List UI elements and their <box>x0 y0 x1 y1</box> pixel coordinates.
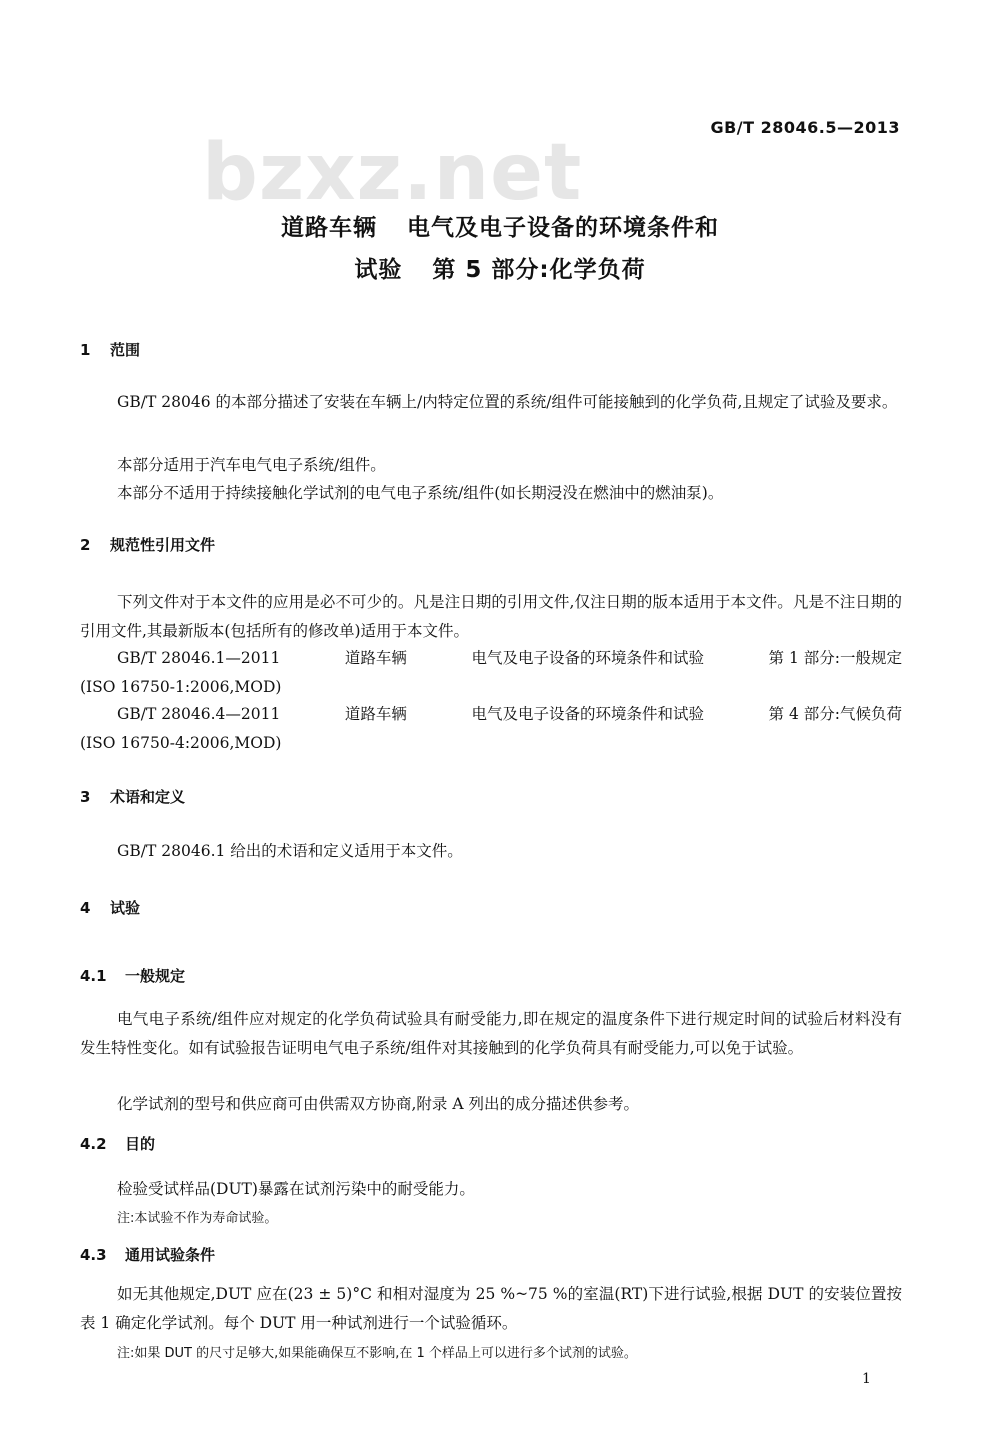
section-title: 规范性引用文件 <box>110 536 216 554</box>
standard-number: GB/T 28046.5—2013 <box>710 118 900 137</box>
section-4-3-heading <box>80 1244 215 1265</box>
reference-name: 道路车辆 <box>344 705 407 723</box>
note: 注:如果 DUT 的尺寸足够大,如果能确保互不影响,在 1 个样品上可以进行多个试剂的试验。 <box>117 1346 637 1361</box>
section-title: 目的 <box>125 1135 156 1153</box>
section-2-paragraph-1: 下列文件对于本文件的应用是必不可少的。凡是注日期的引用文件,仅注日期的版本适用于本文件。凡是不注日期的引用文件,其最新版本(包括所有的修改单)适用于本文件。 <box>80 593 902 640</box>
document-title-line2 <box>0 251 1000 284</box>
section-1-heading <box>80 339 140 360</box>
section-number: 4.1 <box>80 967 107 985</box>
reference-part: 第 4 部分:气候负荷 <box>768 705 902 723</box>
section-number: 4 <box>80 899 91 917</box>
section-number: 4.3 <box>80 1246 107 1264</box>
section-title: 通用试验条件 <box>125 1246 216 1264</box>
watermark: bzxz.net <box>202 128 583 218</box>
section-4-3-paragraph-1: 如无其他规定,DUT 应在(23 ± 5)°C 和相对湿度为 25 %~75 %的室温(RT)下进行试验,根据 DUT 的安装位置按表 1 确定化学试剂。每个 DUT 用一种试剂进行一个试验循环。 <box>80 1285 902 1332</box>
section-2-heading <box>80 534 215 555</box>
title-part-d: 第 5 部分:化学负荷 <box>432 257 646 283</box>
section-1-paragraph-2: 本部分适用于汽车电气电子系统/组件。 <box>117 456 386 474</box>
section-1-paragraph-1: GB/T 28046 的本部分描述了安装在车辆上/内特定位置的系统/组件可能接触到的化学负荷,且规定了试验及要求。 <box>117 393 898 411</box>
section-title: 范围 <box>110 341 141 359</box>
section-number: 2 <box>80 536 91 554</box>
section-title: 术语和定义 <box>110 788 186 806</box>
reference-part: 第 1 部分:一般规定 <box>768 649 902 667</box>
reference-code: GB/T 28046.1—2011 <box>117 649 281 667</box>
reference-name: 道路车辆 <box>344 649 407 667</box>
section-4-1-heading <box>80 965 185 986</box>
title-part-a: 道路车辆 <box>281 215 377 241</box>
section-1-paragraph-3: 本部分不适用于持续接触化学试剂的电气电子系统/组件(如长期浸没在燃油中的燃油泵)。 <box>117 484 724 502</box>
reference-iso: (ISO 16750-4:2006,MOD) <box>80 733 282 752</box>
section-number: 1 <box>80 341 91 359</box>
section-4-2-heading <box>80 1133 155 1154</box>
title-part-c: 试验 <box>354 257 403 283</box>
section-title: 一般规定 <box>125 967 186 985</box>
section-4-heading <box>80 897 140 918</box>
page-number: 1 <box>862 1371 871 1387</box>
section-3-paragraph-1: GB/T 28046.1 给出的术语和定义适用于本文件。 <box>117 842 463 860</box>
document-title-line1 <box>0 209 1000 242</box>
section-4-2-paragraph-1: 检验受试样品(DUT)暴露在试剂污染中的耐受能力。 <box>117 1180 475 1198</box>
reference-desc: 电气及电子设备的环境条件和试验 <box>471 649 704 667</box>
section-number: 3 <box>80 788 91 806</box>
reference-iso: (ISO 16750-1:2006,MOD) <box>80 677 282 696</box>
section-4-1-paragraph-1: 电气电子系统/组件应对规定的化学负荷试验具有耐受能力,即在规定的温度条件下进行规定时间的试验后材料没有发生特性变化。如有试验报告证明电气电子系统/组件对其接触到的化学负荷具有耐受能力,可以免于试验。 <box>80 1010 902 1057</box>
reference-desc: 电气及电子设备的环境条件和试验 <box>471 705 704 723</box>
note: 注:本试验不作为寿命试验。 <box>117 1211 278 1226</box>
reference-item <box>80 644 902 701</box>
section-3-heading <box>80 786 185 807</box>
reference-item <box>80 700 902 757</box>
section-4-1-paragraph-2: 化学试剂的型号和供应商可由供需双方协商,附录 A 列出的成分描述供参考。 <box>117 1095 639 1113</box>
reference-code: GB/T 28046.4—2011 <box>117 705 281 723</box>
section-number: 4.2 <box>80 1135 107 1153</box>
section-title: 试验 <box>110 899 141 917</box>
title-part-b: 电气及电子设备的环境条件和 <box>407 215 719 241</box>
